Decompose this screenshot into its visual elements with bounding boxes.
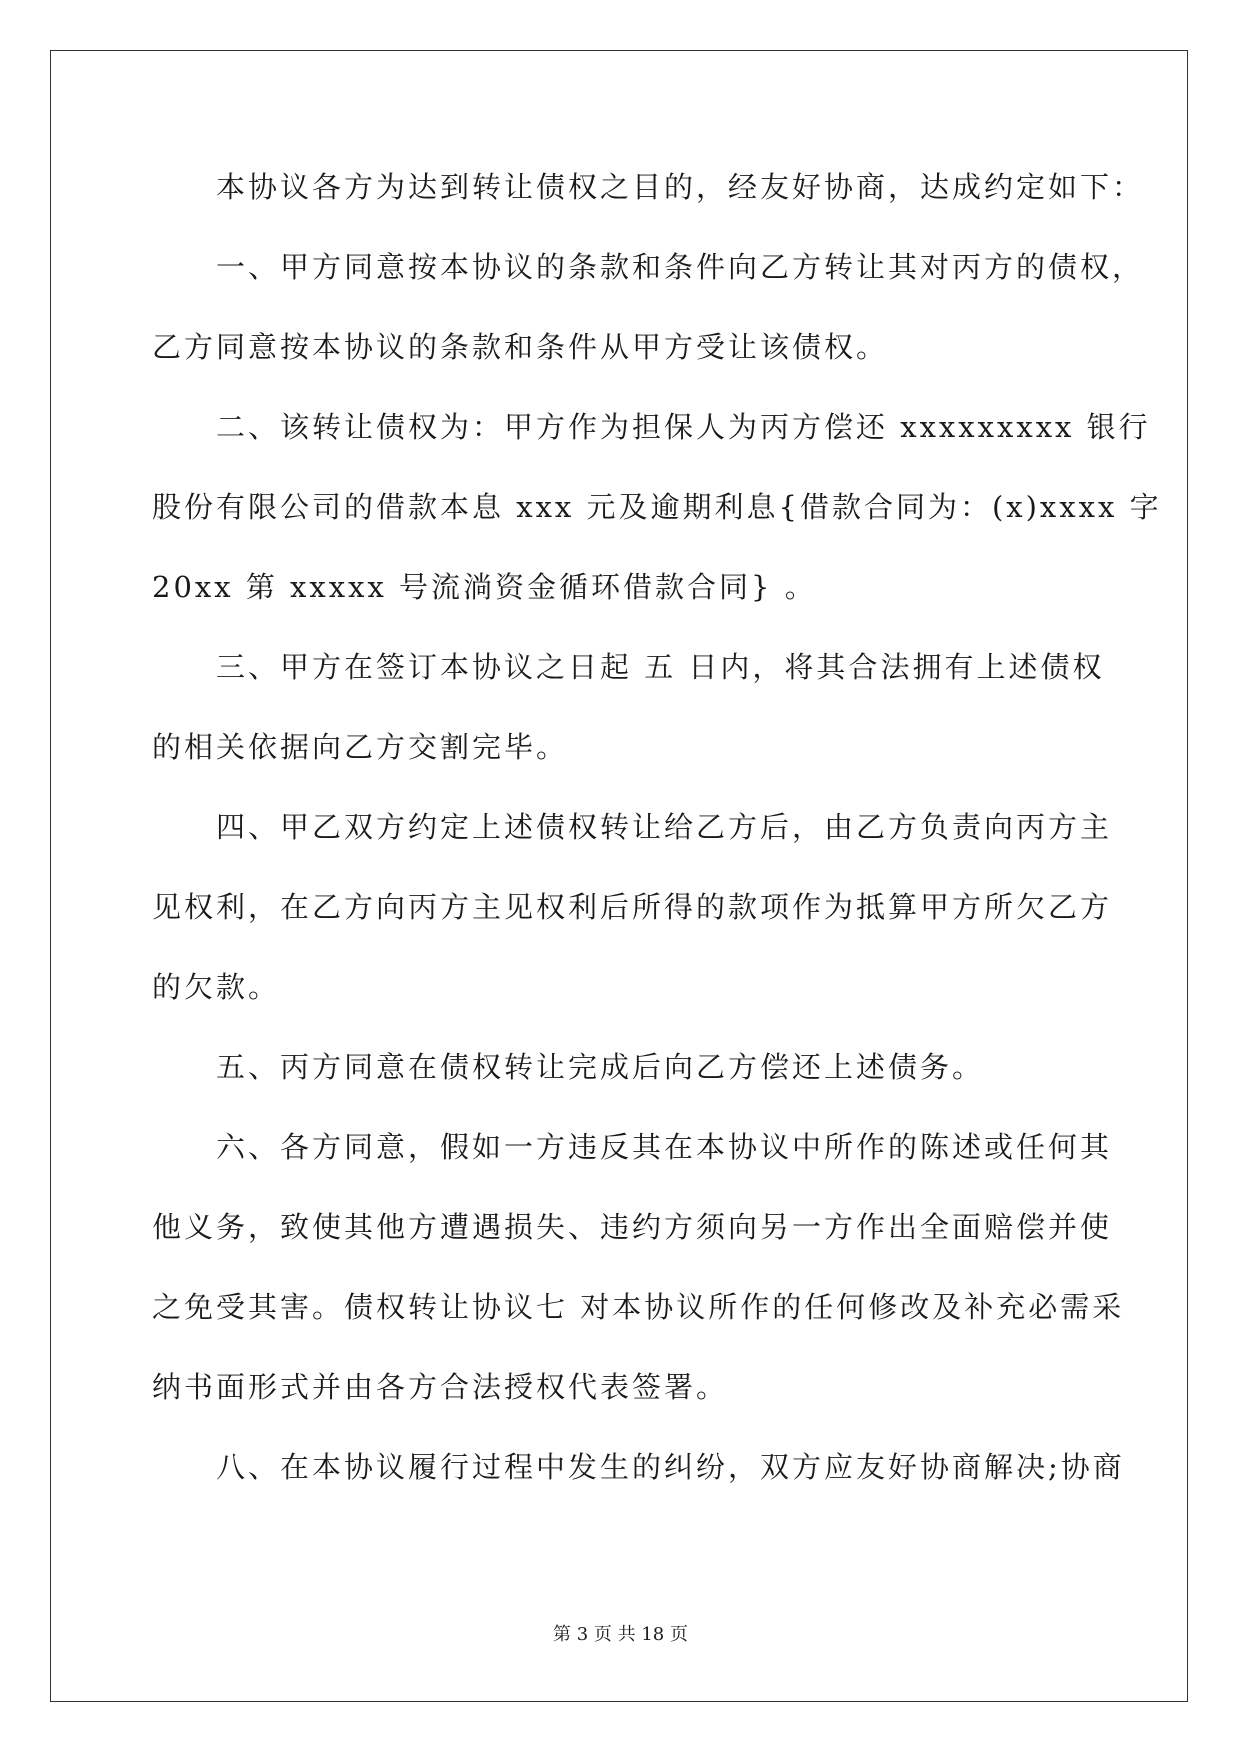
paragraph-line: 五、丙方同意在债权转让完成后向乙方偿还上述债务。 <box>216 1050 985 1084</box>
paragraph-line: 他义务，致使其他方遭遇损失、违约方须向另一方作出全面赔偿并使 <box>152 1210 1113 1244</box>
paragraph-line: 纳书面形式并由各方合法授权代表签署。 <box>152 1370 729 1404</box>
paragraph-line: 20xx 第 xxxxx 号流淌资金循环借款合同} 。 <box>152 570 817 604</box>
paragraph-line: 股份有限公司的借款本息 xxx 元及逾期利息{借款合同为：(x)xxxx 字 <box>152 490 1162 524</box>
paragraph-line: 八、在本协议履行过程中发生的纠纷，双方应友好协商解决;协商 <box>216 1450 1125 1484</box>
paragraph-line: 的欠款。 <box>152 970 281 1004</box>
paragraph-line: 一、甲方同意按本协议的条款和条件向乙方转让其对丙方的债权， <box>216 250 1145 284</box>
paragraph-line: 三、甲方在签订本协议之日起 五 日内，将其合法拥有上述债权 <box>216 650 1105 684</box>
paragraph-line: 二、该转让债权为：甲方作为担保人为丙方偿还 xxxxxxxxx 银行 <box>216 410 1151 444</box>
page-number-footer: 第 3 页 共 18 页 <box>553 1624 688 1645</box>
paragraph-line: 四、甲乙双方约定上述债权转让给乙方后，由乙方负责向丙方主 <box>216 810 1113 844</box>
paragraph-line: 乙方同意按本协议的条款和条件从甲方受让该债权。 <box>152 330 889 364</box>
paragraph-line: 六、各方同意，假如一方违反其在本协议中所作的陈述或任何其 <box>216 1130 1113 1164</box>
paragraph-line: 本协议各方为达到转让债权之目的，经友好协商，达成约定如下： <box>216 170 1145 204</box>
paragraph-line: 的相关依据向乙方交割完毕。 <box>152 730 569 764</box>
document-body <box>152 160 1162 1520</box>
paragraph-line: 之免受其害。债权转让协议七 对本协议所作的任何修改及补充必需采 <box>152 1290 1125 1324</box>
paragraph-line: 见权利，在乙方向丙方主见权利后所得的款项作为抵算甲方所欠乙方 <box>152 890 1113 924</box>
